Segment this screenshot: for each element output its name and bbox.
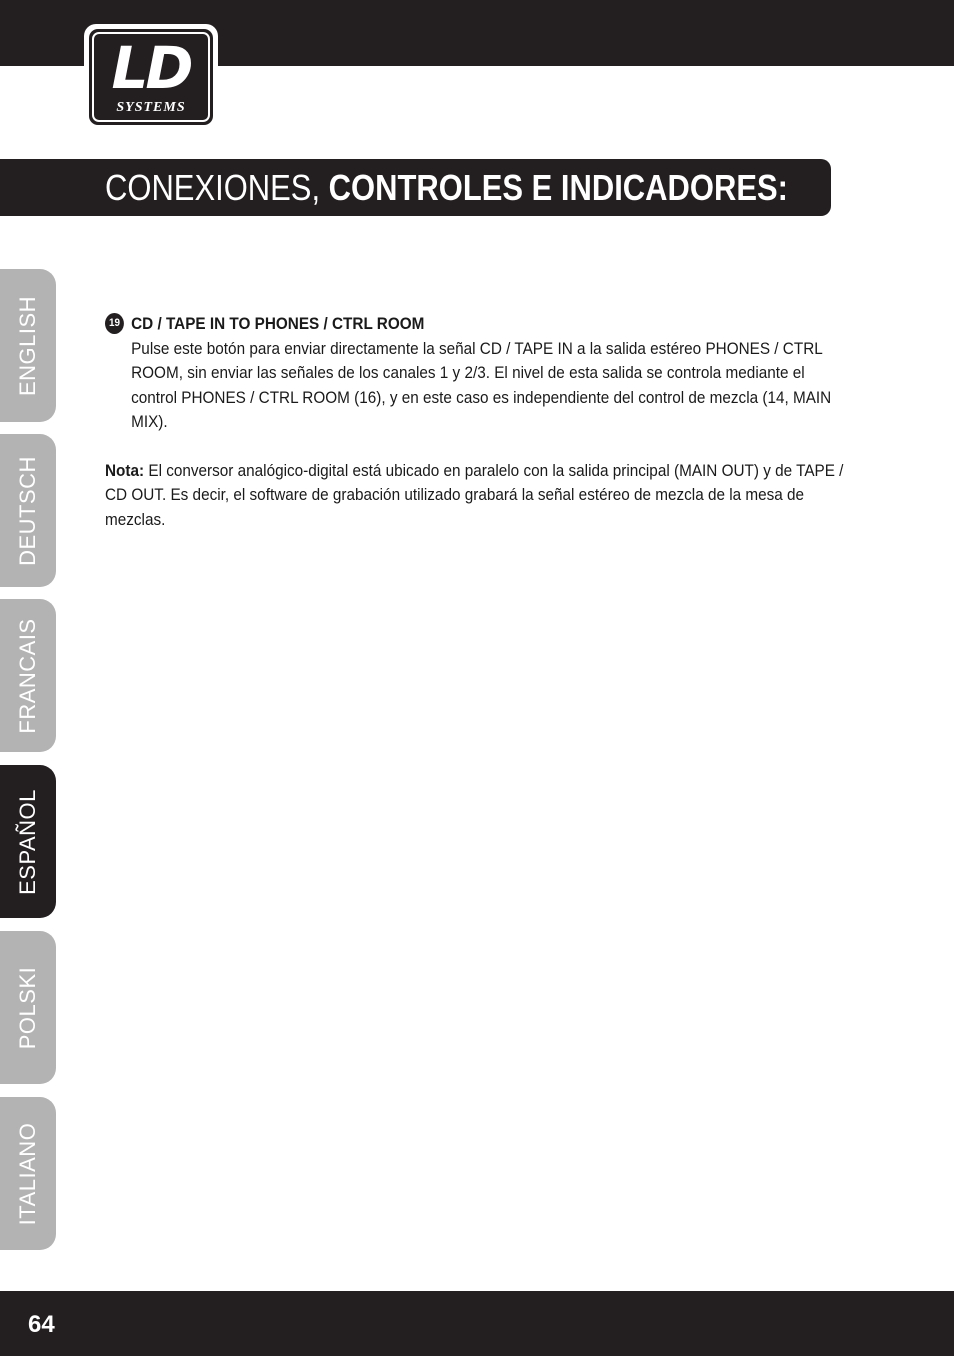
note-text: El conversor analógico-digital está ubicado en paralelo con la salida principal (MAIN OUT) y de TAPE / CD OUT. Es decir, el software de grabación utilizado grabará la señal estéreo de mezcla de la mesa de mezclas. (105, 460, 844, 529)
logo-ld-text: LD (111, 34, 191, 102)
bottom-footer-bar (0, 1291, 954, 1356)
title-bold: CONTROLES E INDICADORES: (328, 167, 788, 208)
item-number-badge: 19 (105, 313, 124, 334)
tab-italiano[interactable]: ITALIANO (0, 1097, 56, 1250)
item-description: Pulse este botón para enviar directamente la señal CD / TAPE IN a la salida estéreo PHONES / CTRL ROOM, sin enviar las señales de los canales 1 y 2/3. El nivel de esta salida se controla mediante el control PHONES / CTRL ROOM (16), y en este caso es independiente del control de mezcla (14, MAIN MIX). (131, 338, 832, 431)
tab-espanol[interactable]: ESPAÑOL (0, 765, 56, 918)
section-title-bar (0, 159, 831, 216)
tab-polski[interactable]: POLSKI (0, 931, 56, 1084)
title-light: CONEXIONES, (105, 167, 321, 208)
logo-systems-text: SYSTEMS (116, 100, 186, 115)
item-heading-text: CD / TAPE IN TO PHONES / CTRL ROOM (131, 314, 425, 333)
section-title (105, 169, 788, 207)
tab-english[interactable]: ENGLISH (0, 269, 56, 422)
note-label: Nota: (105, 460, 145, 480)
tab-deutsch[interactable]: DEUTSCH (0, 434, 56, 587)
content-area (105, 312, 845, 532)
note-paragraph (105, 459, 844, 533)
item-heading (105, 312, 844, 337)
tab-francais[interactable]: FRANCAIS (0, 599, 56, 752)
ld-systems-logo (84, 24, 218, 130)
page-number: 64 (28, 1311, 55, 1338)
